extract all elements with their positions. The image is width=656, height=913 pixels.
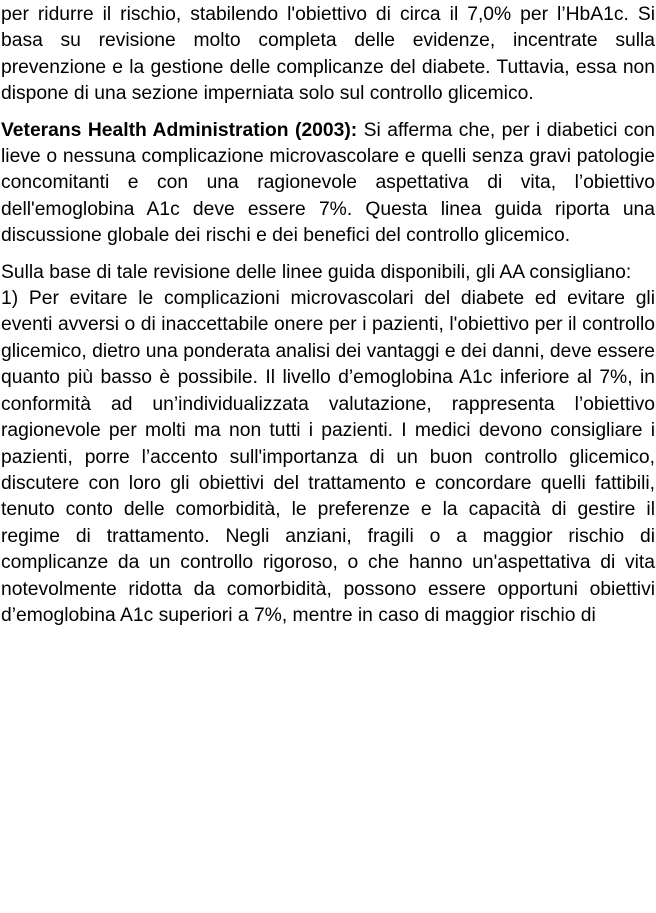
paragraph-heading-veterans: Veterans Health Administration (2003): <box>1 119 358 141</box>
paragraph-recommendation-1: 1) Per evitare le complicazioni microvascolari del diabete ed evitare gli eventi avversi o di inaccettabile onere per i pazienti, l'obiettivo per il controllo glicemico, dietro una ponderata analisi dei vantaggi e dei danni, deve essere quanto più basso è possibile. Il livello d’emoglobina A1c inferiore al 7%, in conformità ad un’individualizzata valutazione, rappresenta l’obiettivo ragionevole per molti ma non tutti i pazienti. I medici devono consigliare i pazienti, porre l’accento sull'importanza di un buon controllo glicemico, discutere con loro gli obiettivi del trattamento e concordare quelli fattibili, tenuto conto delle comorbidità, le preferenze e la capacità di gestire il regime di trattamento. Negli anziani, fragili o a maggior rischio di complicanze da un controllo rigoroso, o che hanno un'aspettativa di vita notevolmente ridotta da comorbidità, possono essere opportuni obiettivi d’emoglobina A1c superiori a 7%, mentre in caso di maggior rischio di <box>1 288 655 626</box>
paragraph-veterans-health <box>1 118 655 250</box>
paragraph-text-veterans: Si afferma che, per i diabetici con lieve o nessuna complicazione microvascolare e quelli senza gravi patologie concomitanti e con una ragionevole aspettativa di vita, l’obiettivo dell'emoglobina A1c deve essere 7%. Questa linea guida riporta una discussione globale dei rischi e dei benefici del controllo glicemico. <box>1 119 655 247</box>
paragraph-guideline-summary: per ridurre il rischio, stabilendo l'obiettivo di circa il 7,0% per l’HbA1c. Si basa su revisione molto completa delle evidenze, incentrate sulla prevenzione e la gestione delle complicanze del diabete. Tuttavia, essa non dispone di una sezione imperniata solo sul controllo glicemico. <box>1 4 655 105</box>
paragraph-recommendations-intro: Sulla base di tale revisione delle linee guida disponibili, gli AA consigliano: <box>1 261 632 283</box>
